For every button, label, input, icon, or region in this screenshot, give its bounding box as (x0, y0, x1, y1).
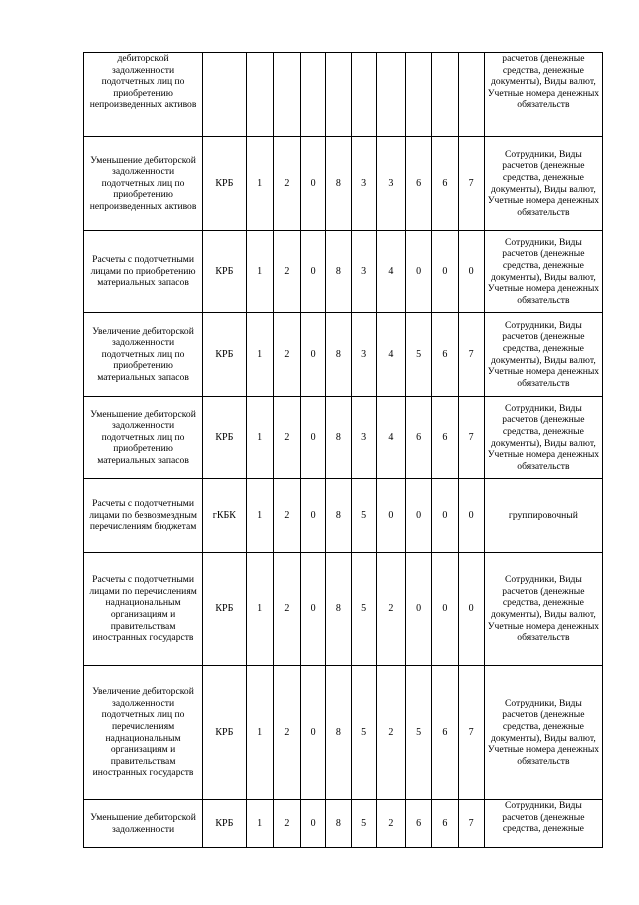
account-digit-cell: 6 (432, 666, 458, 800)
analytics-cell: Сотрудники, Виды расчетов (денежные средства, денежные документы), Виды валют, Учетные номера денежных обязательств (484, 137, 602, 231)
analytics-cell: Сотрудники, Виды расчетов (денежные средства, денежные документы), Виды валют, Учетные номера денежных обязательств (484, 666, 602, 800)
account-digit-cell: 5 (406, 666, 432, 800)
account-digit-cell: 7 (458, 313, 484, 397)
account-digit-cell: 7 (458, 800, 484, 848)
account-digit-cell: 2 (273, 397, 300, 479)
table-body (84, 53, 603, 848)
analytics-cell: Сотрудники, Виды расчетов (денежные средства, денежные документы), Виды валют, Учетные номера денежных обязательств (484, 313, 602, 397)
account-kind-cell: КРБ (203, 397, 246, 479)
account-digit-cell: 4 (376, 397, 405, 479)
account-kind-cell: КРБ (203, 313, 246, 397)
account-digit-cell: 8 (326, 479, 351, 553)
account-digit-cell: 7 (458, 397, 484, 479)
account-digit-cell: 0 (406, 553, 432, 666)
analytics-cell: Сотрудники, Виды расчетов (денежные средства, денежные документы), Виды валют, Учетные номера денежных обязательств (484, 231, 602, 313)
account-digit-cell: 3 (351, 313, 376, 397)
analytics-cell: расчетов (денежные средства, денежные документы), Виды валют, Учетные номера денежных обязательств (484, 53, 602, 137)
account-name-cell: Увеличение дебиторской задолженности подотчетных лиц по перечислениям наднациональным организациям и правительствам иностранных государств (84, 666, 203, 800)
account-name-cell: дебиторской задолженности подотчетных лиц по приобретению непроизведенных активов (84, 53, 203, 137)
account-digit-cell: 1 (246, 666, 273, 800)
account-digit-cell: 1 (246, 231, 273, 313)
account-digit-cell (432, 53, 458, 137)
account-digit-cell: 5 (351, 800, 376, 848)
account-digit-cell: 3 (376, 137, 405, 231)
account-digit-cell: 6 (406, 137, 432, 231)
analytics-cell: Сотрудники, Виды расчетов (денежные средства, денежные (484, 800, 602, 848)
account-digit-cell: 1 (246, 137, 273, 231)
account-digit-cell: 7 (458, 666, 484, 800)
table-row (84, 53, 603, 137)
account-digit-cell: 2 (273, 137, 300, 231)
account-digit-cell: 8 (326, 397, 351, 479)
account-digit-cell: 0 (406, 479, 432, 553)
account-digit-cell: 2 (273, 553, 300, 666)
account-digit-cell: 1 (246, 397, 273, 479)
table-row (84, 479, 603, 553)
account-digit-cell: 3 (351, 397, 376, 479)
account-digit-cell: 0 (301, 666, 326, 800)
account-digit-cell: 2 (376, 666, 405, 800)
account-digit-cell: 5 (406, 313, 432, 397)
account-name-cell: Расчеты с подотчетными лицами по безвозмездным перечислениям бюджетам (84, 479, 203, 553)
account-name-cell: Уменьшение дебиторской задолженности подотчетных лиц по приобретению материальных запасов (84, 397, 203, 479)
account-digit-cell (301, 53, 326, 137)
account-digit-cell: 6 (406, 800, 432, 848)
account-digit-cell (326, 53, 351, 137)
account-digit-cell: 0 (301, 137, 326, 231)
table-row (84, 137, 603, 231)
account-kind-cell: КРБ (203, 137, 246, 231)
account-digit-cell: 0 (458, 479, 484, 553)
account-digit-cell (246, 53, 273, 137)
account-digit-cell: 5 (351, 479, 376, 553)
table-row (84, 666, 603, 800)
account-kind-cell: КРБ (203, 553, 246, 666)
account-digit-cell: 0 (458, 231, 484, 313)
account-digit-cell (406, 53, 432, 137)
analytics-cell: Сотрудники, Виды расчетов (денежные средства, денежные документы), Виды валют, Учетные номера денежных обязательств (484, 397, 602, 479)
account-digit-cell: 0 (458, 553, 484, 666)
account-name-cell: Уменьшение дебиторской задолженности подотчетных лиц по приобретению непроизведенных активов (84, 137, 203, 231)
account-digit-cell: 2 (273, 666, 300, 800)
table-row (84, 313, 603, 397)
account-name-cell: Уменьшение дебиторской задолженности (84, 800, 203, 848)
account-kind-cell: КРБ (203, 666, 246, 800)
table-row (84, 231, 603, 313)
account-digit-cell: 0 (376, 479, 405, 553)
account-digit-cell: 8 (326, 137, 351, 231)
account-name-cell: Увеличение дебиторской задолженности подотчетных лиц по приобретению материальных запасов (84, 313, 203, 397)
table-row (84, 397, 603, 479)
account-digit-cell (376, 53, 405, 137)
analytics-cell: группировочный (484, 479, 602, 553)
account-digit-cell: 8 (326, 666, 351, 800)
account-digit-cell (458, 53, 484, 137)
account-digit-cell: 2 (273, 231, 300, 313)
account-digit-cell: 0 (432, 479, 458, 553)
account-digit-cell: 8 (326, 231, 351, 313)
account-digit-cell: 0 (301, 397, 326, 479)
account-digit-cell: 2 (273, 479, 300, 553)
account-digit-cell: 0 (432, 231, 458, 313)
account-digit-cell: 5 (351, 666, 376, 800)
table-row (84, 800, 603, 848)
account-digit-cell: 2 (273, 800, 300, 848)
account-digit-cell: 2 (376, 800, 405, 848)
account-digit-cell: 0 (301, 553, 326, 666)
account-digit-cell (351, 53, 376, 137)
account-digit-cell (273, 53, 300, 137)
account-digit-cell: 0 (406, 231, 432, 313)
account-digit-cell: 3 (351, 137, 376, 231)
account-digit-cell: 1 (246, 479, 273, 553)
account-digit-cell: 7 (458, 137, 484, 231)
account-digit-cell: 4 (376, 231, 405, 313)
account-digit-cell: 6 (406, 397, 432, 479)
account-digit-cell: 0 (432, 553, 458, 666)
account-name-cell: Расчеты с подотчетными лицами по перечислениям наднациональным организациям и правительствам иностранных государств (84, 553, 203, 666)
account-digit-cell: 1 (246, 313, 273, 397)
account-digit-cell: 0 (301, 479, 326, 553)
account-kind-cell: КРБ (203, 231, 246, 313)
account-digit-cell: 6 (432, 313, 458, 397)
account-digit-cell: 6 (432, 800, 458, 848)
account-digit-cell: 8 (326, 313, 351, 397)
account-digit-cell: 2 (376, 553, 405, 666)
account-kind-cell: КРБ (203, 800, 246, 848)
account-digit-cell: 0 (301, 231, 326, 313)
account-name-cell: Расчеты с подотчетными лицами по приобретению материальных запасов (84, 231, 203, 313)
account-digit-cell: 1 (246, 800, 273, 848)
account-kind-cell: гКБК (203, 479, 246, 553)
account-digit-cell: 8 (326, 800, 351, 848)
account-kind-cell (203, 53, 246, 137)
account-digit-cell: 6 (432, 137, 458, 231)
account-digit-cell: 5 (351, 553, 376, 666)
account-digit-cell: 0 (301, 313, 326, 397)
account-digit-cell: 2 (273, 313, 300, 397)
table-row (84, 553, 603, 666)
account-digit-cell: 0 (301, 800, 326, 848)
account-digit-cell: 4 (376, 313, 405, 397)
account-digit-cell: 1 (246, 553, 273, 666)
analytics-cell: Сотрудники, Виды расчетов (денежные средства, денежные документы), Виды валют, Учетные номера денежных обязательств (484, 553, 602, 666)
account-digit-cell: 3 (351, 231, 376, 313)
account-table (83, 52, 603, 848)
account-digit-cell: 8 (326, 553, 351, 666)
account-digit-cell: 6 (432, 397, 458, 479)
